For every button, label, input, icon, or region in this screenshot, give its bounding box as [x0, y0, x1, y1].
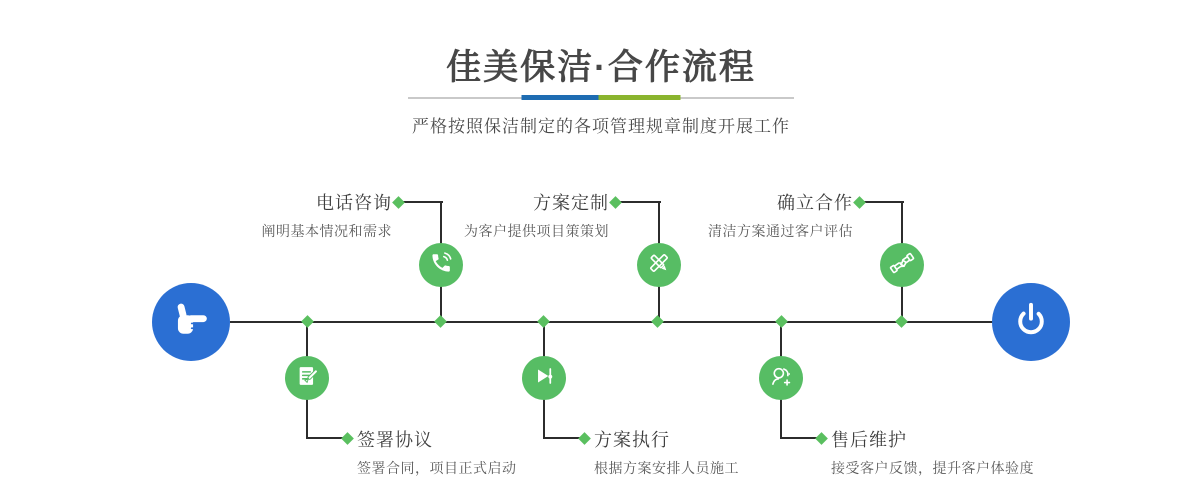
step-title: 方案执行 — [594, 430, 670, 450]
step-label-design — [329, 189, 609, 241]
step-desc: 阐明基本情况和需求 — [261, 223, 392, 239]
step-title: 电话咨询 — [316, 193, 392, 213]
timeline-diamond — [434, 315, 447, 328]
power-icon — [1008, 297, 1054, 348]
handshake-icon — [888, 249, 916, 282]
customer-service-icon — [768, 363, 794, 394]
divider-blue-segment — [522, 95, 599, 100]
play-slider-icon — [531, 363, 557, 394]
step-label-handshake — [573, 189, 853, 241]
step-desc: 清洁方案通过客户评估 — [708, 223, 853, 239]
step-title: 确立合作 — [777, 193, 853, 213]
step-title: 方案定制 — [533, 193, 609, 213]
step-desc: 为客户提供项目策策划 — [464, 223, 609, 239]
step-desc: 接受客户反馈，提升客户体验度 — [831, 460, 1034, 476]
divider-green-segment — [599, 95, 681, 100]
timeline-diamond — [651, 315, 664, 328]
step-title: 签署协议 — [357, 430, 433, 450]
label-diamond — [341, 432, 354, 445]
step-icon-aftersale — [759, 356, 803, 400]
divider-accent — [522, 95, 681, 100]
label-diamond — [853, 196, 866, 209]
connector-line — [860, 201, 904, 203]
step-icon-phone — [419, 243, 463, 287]
step-desc: 根据方案安排人员施工 — [594, 460, 739, 476]
contract-icon — [294, 363, 320, 394]
title-divider — [408, 95, 794, 101]
step-label-aftersale — [831, 426, 1161, 478]
timeline-diamond — [537, 315, 550, 328]
step-icon-contract — [285, 356, 329, 400]
step-title: 售后维护 — [831, 430, 907, 450]
step-icon-design — [637, 243, 681, 287]
step-desc: 签署合同，项目正式启动 — [357, 460, 517, 476]
design-pen-icon — [646, 250, 672, 281]
step-icon-execute — [522, 356, 566, 400]
page-title: 佳美保洁·合作流程 — [446, 48, 756, 87]
timeline-diamond — [775, 315, 788, 328]
timeline-main-line — [230, 321, 993, 323]
flow-start-node — [152, 283, 230, 361]
flow-end-node — [992, 283, 1070, 361]
page-subtitle: 严格按照保洁制定的各项管理规章制度开展工作 — [412, 117, 790, 136]
phone-icon — [428, 250, 454, 281]
pointer-hand-icon — [169, 298, 213, 347]
timeline-diamond — [895, 315, 908, 328]
timeline-diamond — [301, 315, 314, 328]
step-icon-handshake — [880, 243, 924, 287]
